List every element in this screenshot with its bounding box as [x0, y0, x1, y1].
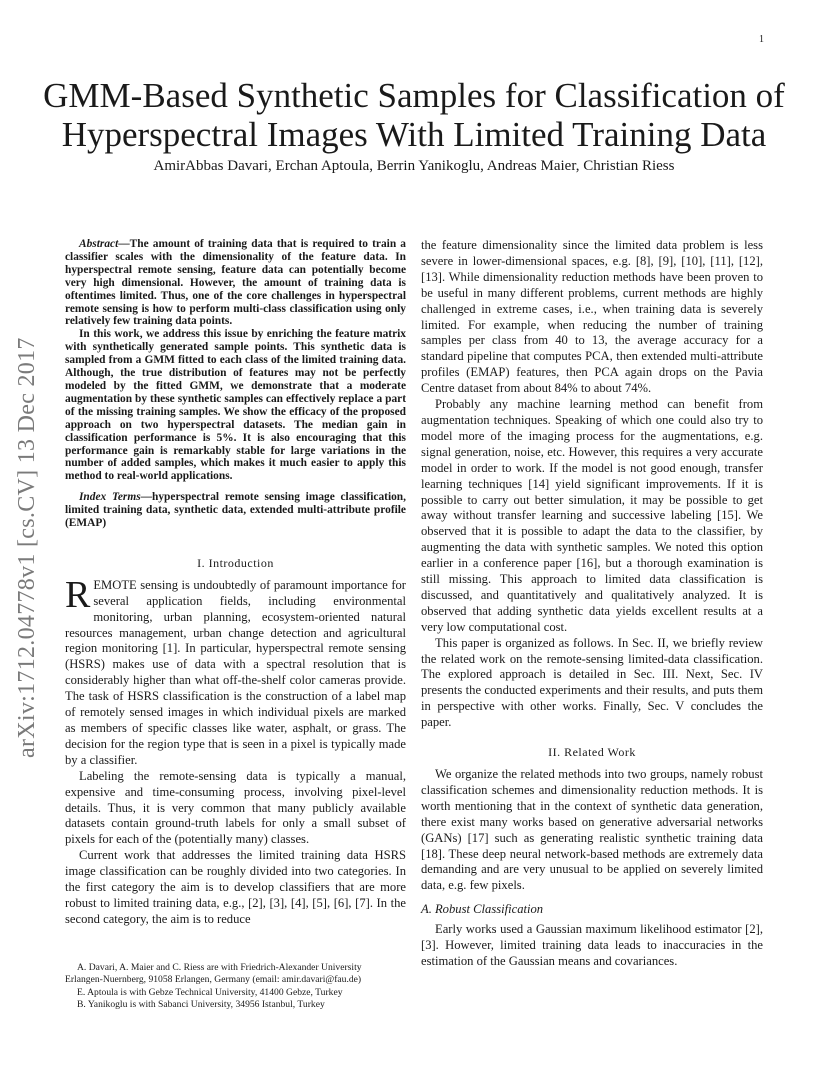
subsection-heading-robust-classification: A. Robust Classification	[421, 902, 544, 917]
intro-paragraph-3: Current work that addresses the limited training data HSRS image classification can be roughly divided into two categories. In the first category the aim is to develop classifiers that are more robust to limited training data, e.g., [2], [3], [4], [5], [6], [7]. In the second category, the aim is to reduce	[65, 848, 406, 926]
index-terms-label: Index Terms	[79, 491, 141, 504]
abstract-text-1: —The amount of training data that is required to train a classifier scales with the dimensionality of the feature data. In hyperspectral remote sensing, feature data can potentially become very high dimensional. However, the amount of training data is oftentimes limited. Thus, one of the core challenges in hyperspectral remote sensing is how to perform multi-class classification using only relatively few training data points.	[65, 238, 406, 328]
section-heading-related-work: II. Related Work	[548, 745, 636, 760]
page-number: 1	[759, 34, 764, 45]
index-terms	[65, 491, 406, 530]
right-paragraph-1: the feature dimensionality since the limited data problem is less severe in lower-dimensional spaces, e.g. [8], [9], [10], [11], [12], [13]. While dimensionality reduction methods have been proven to be useful in many different problems, current methods are highly challenged in extreme cases, i.e., when training data is severely limited. For example, when reducing the number of training samples per class from 40 to 13, the average accuracy for a standard pipeline that computes PCA, then extended multi-attribute profiles (EMAP) features, then PCA again drops on the Pavia Centre dataset from about 84% to about 74%.	[421, 238, 763, 396]
left-column	[65, 238, 406, 928]
title-line-2: Hyperspectral Images With Limited Training Data	[61, 115, 767, 154]
footnote-line-2: Erlangen-Nuernberg, 91058 Erlangen, Germany (email: amir.davari@fau.de)	[65, 974, 362, 986]
footnote-line-1: A. Davari, A. Maier and C. Riess are with Friedrich-Alexander University	[77, 962, 362, 973]
abstract-label: Abstract	[79, 238, 119, 250]
intro-text-1: EMOTE sensing is undoubtedly of paramount importance for several application fields, including environmental monitoring, urban planning, ecosystem-oriented natural resources management, urban change detection and agricultural region monitoring [1]. In particular, hyperspectral remote sensing (HSRS) makes use of data with a spectral resolution that is considerably higher than what off-the-shelf color cameras provide. The task of HSRS classification is the construction of a label map of remotely sensed images in which individual pixels are marked as members of specific classes like water, asphalt, or grass. The decision for the region type that is seen in a pixel is typically made by a classifier.	[65, 577, 406, 767]
author-list: AmirAbbas Davari, Erchan Aptoula, Berrin Yanikoglu, Andreas Maier, Christian Riess	[153, 158, 675, 174]
footnote	[65, 962, 406, 1012]
footnote-line-4: B. Yanikoglu is with Sabanci University, 34956 Istanbul, Turkey	[77, 999, 325, 1011]
abstract-paragraph-1	[65, 238, 406, 328]
paper-title	[40, 76, 788, 154]
footnote-line-3: E. Aptoula is with Gebze Technical University, 41400 Gebze, Turkey	[77, 986, 343, 998]
intro-paragraph-2: Labeling the remote-sensing data is typically a manual, expensive and time-consuming process, involving pixel-level details. Thus, it is very common that many publicly available datasets contain ground-truth labels for only a small subset of pixels for each of the (potentially many) classes.	[65, 768, 406, 847]
right-paragraph-2: Probably any machine learning method can benefit from augmentation techniques. Speaking of which one could also try to model more of the imaging process for the augmentations, e.g. signal generation, noise, etc. However, this requires a very accurate model in order to work. If the model is not good enough, transfer learning techniques [14] yield significant improvements. If it is possible to carry out better simulation, it may be possible to get away without transfer learning and successive labeling [15]. We observed that it is possible to adapt the data to the classifier, by augmenting the data with synthetic samples. We noted this option earlier in a conference paper [16], but a thorough examination is still missing. This approach to limited data classification is discussed, and quantitatively and qualitatively analyzed. It is observed that adding synthetic data yields excellent results at a very low computational cost.	[421, 397, 763, 634]
title-line-1: GMM-Based Synthetic Samples for Classification of	[43, 76, 785, 115]
intro-paragraph-1	[65, 573, 406, 769]
drop-cap: R	[65, 573, 91, 616]
section-heading-introduction: I. Introduction	[197, 555, 274, 570]
robust-paragraph: Early works used a Gaussian maximum likelihood estimator [2], [3]. However, limited training data leads to inaccuracies in the estimation of the Gaussian means and covariances.	[421, 922, 763, 968]
arxiv-stamp: arXiv:1712.04778v1 [cs.CV] 13 Dec 2017	[14, 337, 40, 758]
abstract	[65, 238, 406, 530]
related-paragraph: We organize the related methods into two groups, namely robust classification schemes and dimensionality reduction methods. It is worth mentioning that in the context of synthetic data generation, there exist many works based on generative adversarial networks (GANs) [17] such as generating realistic synthetic training data [18]. These deep neural network-based methods are extremely data demanding and are very unusual to be applied on severely limited data, e.g. few pixels.	[421, 767, 763, 893]
index-terms-text: —hyperspectral remote sensing image classification, limited training data, synthetic data, extended multi-attribute profile (EMAP)	[65, 491, 406, 530]
right-paragraph-3: This paper is organized as follows. In Sec. II, we briefly review the related work on the remote-sensing limited-data classification. The explored approach is detailed in Sec. III. Next, Sec. IV presents the conducted experiments and their results, and puts them in perspective with other works. Finally, Sec. V concludes the paper.	[421, 635, 763, 730]
right-column	[421, 238, 763, 970]
abstract-paragraph-2: In this work, we address this issue by enriching the feature matrix with synthetically generated sample points. This synthetic data is sampled from a GMM fitted to each class of the limited training data. Although, the true distribution of features may not be perfectly modeled by the fitted GMM, we demonstrate that a moderate augmentation by these synthetic samples can effectively replace a part of the missing training samples. We show the efficacy of the proposed approach on two hyperspectral datasets. The median gain in classification performance is 5%. It is also encouraging that this performance gain is remarkably stable for large variations in the number of added samples, which makes it much easier to apply this method to real-world applications.	[65, 328, 406, 483]
